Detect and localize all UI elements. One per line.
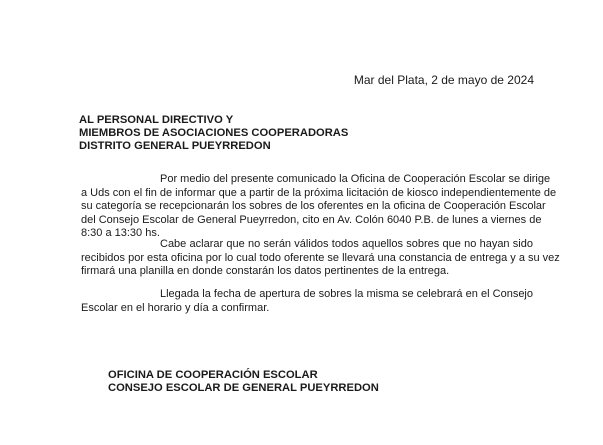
- paragraph-line: recibidos por esta oficina por lo cual todo oferente se llevará una constancia de entrega y a su vez: [81, 251, 560, 264]
- paragraph-intro: [81, 173, 557, 241]
- addressee-line: DISTRITO GENERAL PUEYRREDON: [79, 140, 271, 152]
- paragraph-clarification: [81, 238, 560, 279]
- paragraph-line: Escolar en el horario y día a confirmar.: [81, 301, 270, 314]
- addressee-block: [79, 114, 348, 153]
- paragraph-line: del Consejo Escolar de General Pueyrredon, cito en Av. Colón 6040 P.B. de lunes a viernes de: [81, 213, 542, 226]
- paragraph-line: Llegada la fecha de apertura de sobres la misma se celebrará en el Consejo: [160, 288, 533, 300]
- signature-line: CONSEJO ESCOLAR DE GENERAL PUEYRREDON: [108, 381, 379, 394]
- signature-block: [108, 369, 379, 394]
- paragraph-line: firmará una planilla en donde constarán los datos pertinentes de la entrega.: [81, 265, 450, 277]
- paragraph-line: a Uds con el fin de informar que a partir de la próxima licitación de kiosco independientemente de: [81, 186, 557, 199]
- paragraph-line: Cabe aclarar que no serán válidos todos aquellos sobres que no hayan sido: [160, 238, 533, 250]
- addressee-line: AL PERSONAL DIRECTIVO Y: [79, 114, 234, 126]
- paragraph-line: su categoría se recepcionarán los sobres de los oferentes en la oficina de Cooperación Escolar: [81, 200, 546, 212]
- addressee-line: MIEMBROS DE ASOCIACIONES COOPERADORAS: [79, 127, 349, 139]
- date-line: Mar del Plata, 2 de mayo de 2024: [353, 73, 534, 87]
- signature-line: OFICINA DE COOPERACIÓN ESCOLAR: [108, 369, 318, 381]
- paragraph-line: Por medio del presente comunicado la Oficina de Cooperación Escolar se dirige: [160, 173, 551, 185]
- paragraph-line: 8:30 a 13:30 hs.: [81, 227, 160, 239]
- paragraph-opening: [81, 288, 533, 315]
